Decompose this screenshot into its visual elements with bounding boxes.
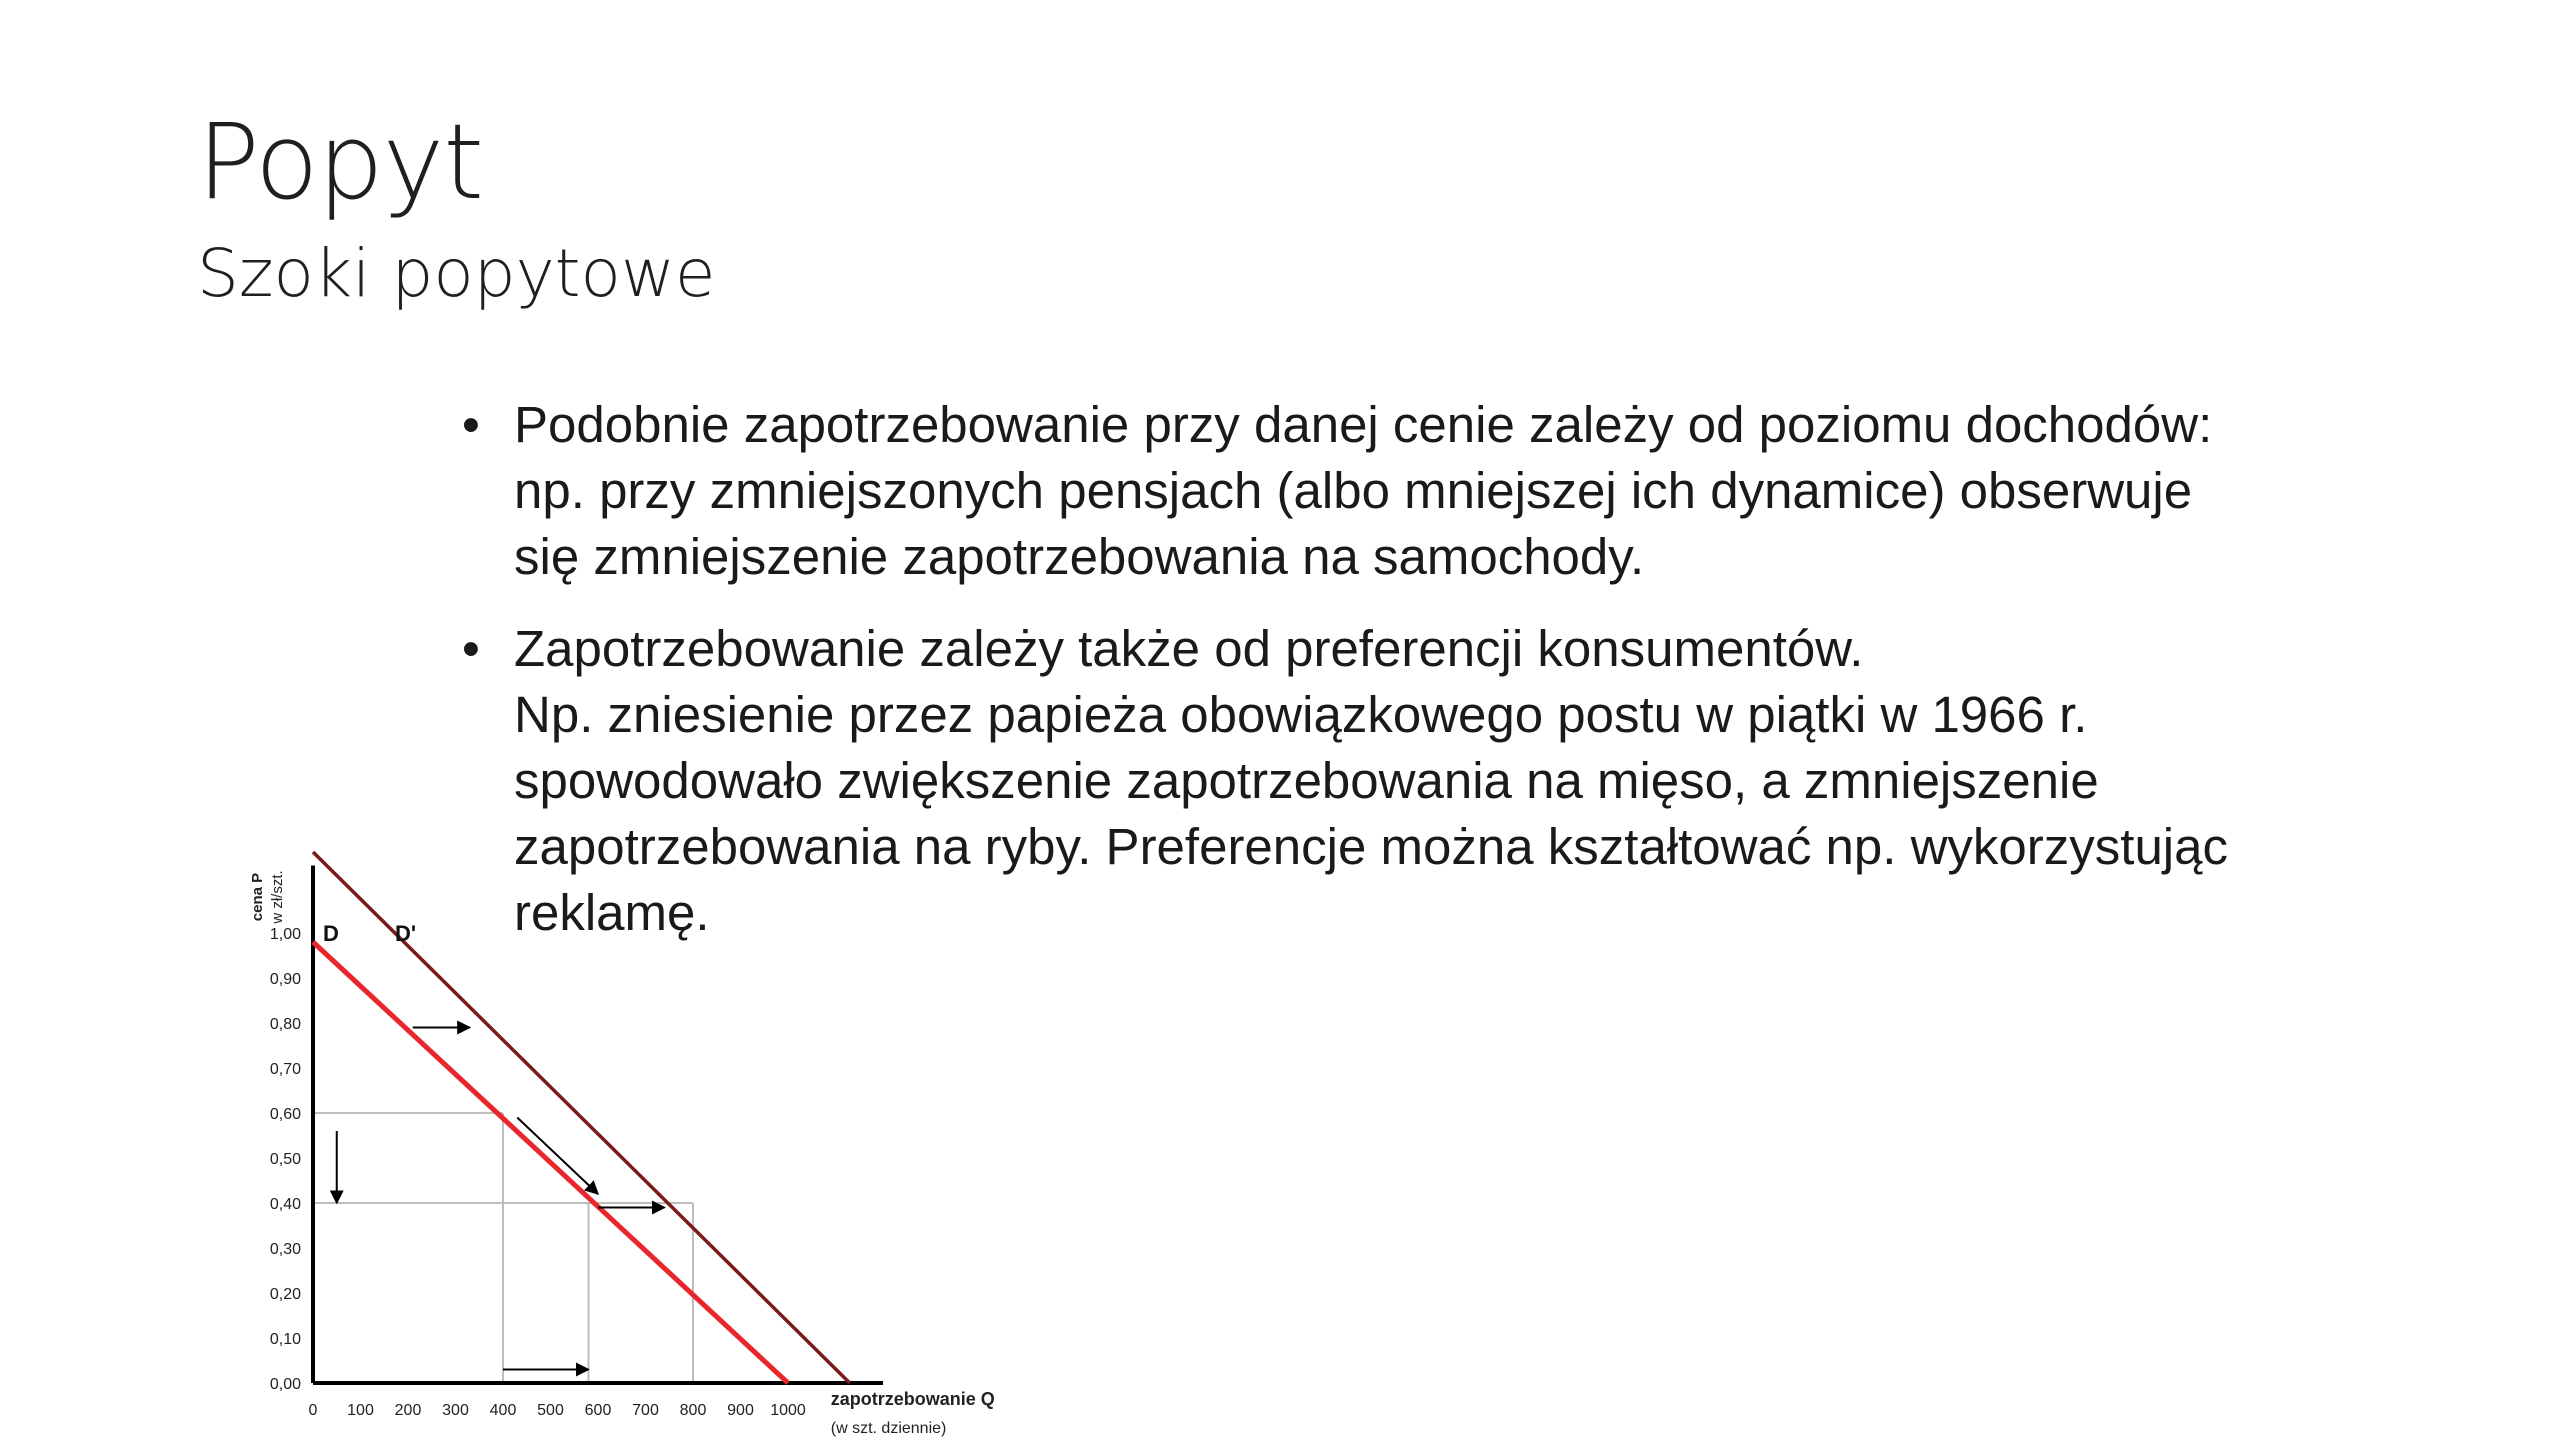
bullet-line: Np. zniesienie przez papieża obowiązkowego postu w piątki w 1966 r. <box>514 686 2088 743</box>
move-along-arrow <box>517 1118 598 1195</box>
y-tick-label: 0,40 <box>269 1196 301 1213</box>
bullet-line: reklamę. <box>514 884 710 941</box>
x-tick-label: 0 <box>308 1402 318 1419</box>
y-tick-label: 0,80 <box>269 1016 301 1033</box>
y-tick-label: 0,30 <box>269 1241 301 1258</box>
bullet-line: zapotrzebowania na ryby. Preferencje można kształtować np. wykorzystując <box>514 818 2229 875</box>
series-line-D <box>313 942 788 1383</box>
x-tick-label: 600 <box>584 1402 612 1419</box>
y-tick-label: 0,50 <box>269 1151 301 1168</box>
y-tick-label: 0,70 <box>269 1061 301 1078</box>
y-tick-label: 0,10 <box>269 1331 301 1348</box>
bullet-line: spowodowało zwiększenie zapotrzebowania na mięso, a zmniejszenie <box>514 752 2099 809</box>
bullet-dot: • <box>462 620 480 677</box>
slide-title: Popyt <box>197 101 483 223</box>
x-tick-label: 1000 <box>770 1402 806 1419</box>
series-line-D-prime <box>313 852 850 1383</box>
series-label-D: D <box>323 921 339 946</box>
bullet-line: Zapotrzebowanie zależy także od preferencji konsumentów. <box>514 620 1864 677</box>
y-tick-label: 0,00 <box>269 1376 301 1393</box>
y-tick-label: 0,90 <box>269 971 301 988</box>
y-tick-label: 0,60 <box>269 1106 301 1123</box>
x-tick-label: 900 <box>727 1402 754 1419</box>
x-tick-label: 800 <box>679 1402 707 1419</box>
bullet-line: np. przy zmniejszonych pensjach (albo mniejszej ich dynamice) obserwuje <box>514 462 2193 519</box>
x-axis-label: (w szt. dziennie) <box>830 1420 947 1437</box>
bullet-line: Podobnie zapotrzebowanie przy danej cenie zależy od poziomu dochodów: <box>514 396 2213 453</box>
y-axis-label: cena P <box>249 872 266 922</box>
x-tick-label: 400 <box>489 1402 517 1419</box>
bullet-item-income <box>462 392 2502 590</box>
y-tick-label: 1,00 <box>269 926 301 943</box>
demand-shift-chart <box>240 810 1040 1450</box>
x-axis-label: zapotrzebowanie Q <box>830 1389 995 1409</box>
slide-subtitle: Szoki popytowe <box>197 235 716 312</box>
bullet-line: się zmniejszenie zapotrzebowania na samochody. <box>514 528 1645 585</box>
series-label-D-prime: D' <box>395 921 417 946</box>
x-tick-label: 300 <box>442 1402 469 1419</box>
x-tick-label: 500 <box>537 1402 564 1419</box>
x-tick-label: 200 <box>394 1402 422 1419</box>
y-tick-label: 0,20 <box>269 1286 301 1303</box>
y-axis-label: w zł/szt. <box>269 870 286 924</box>
bullet-dot: • <box>462 396 480 453</box>
x-tick-label: 700 <box>632 1402 659 1419</box>
x-tick-label: 100 <box>347 1402 374 1419</box>
